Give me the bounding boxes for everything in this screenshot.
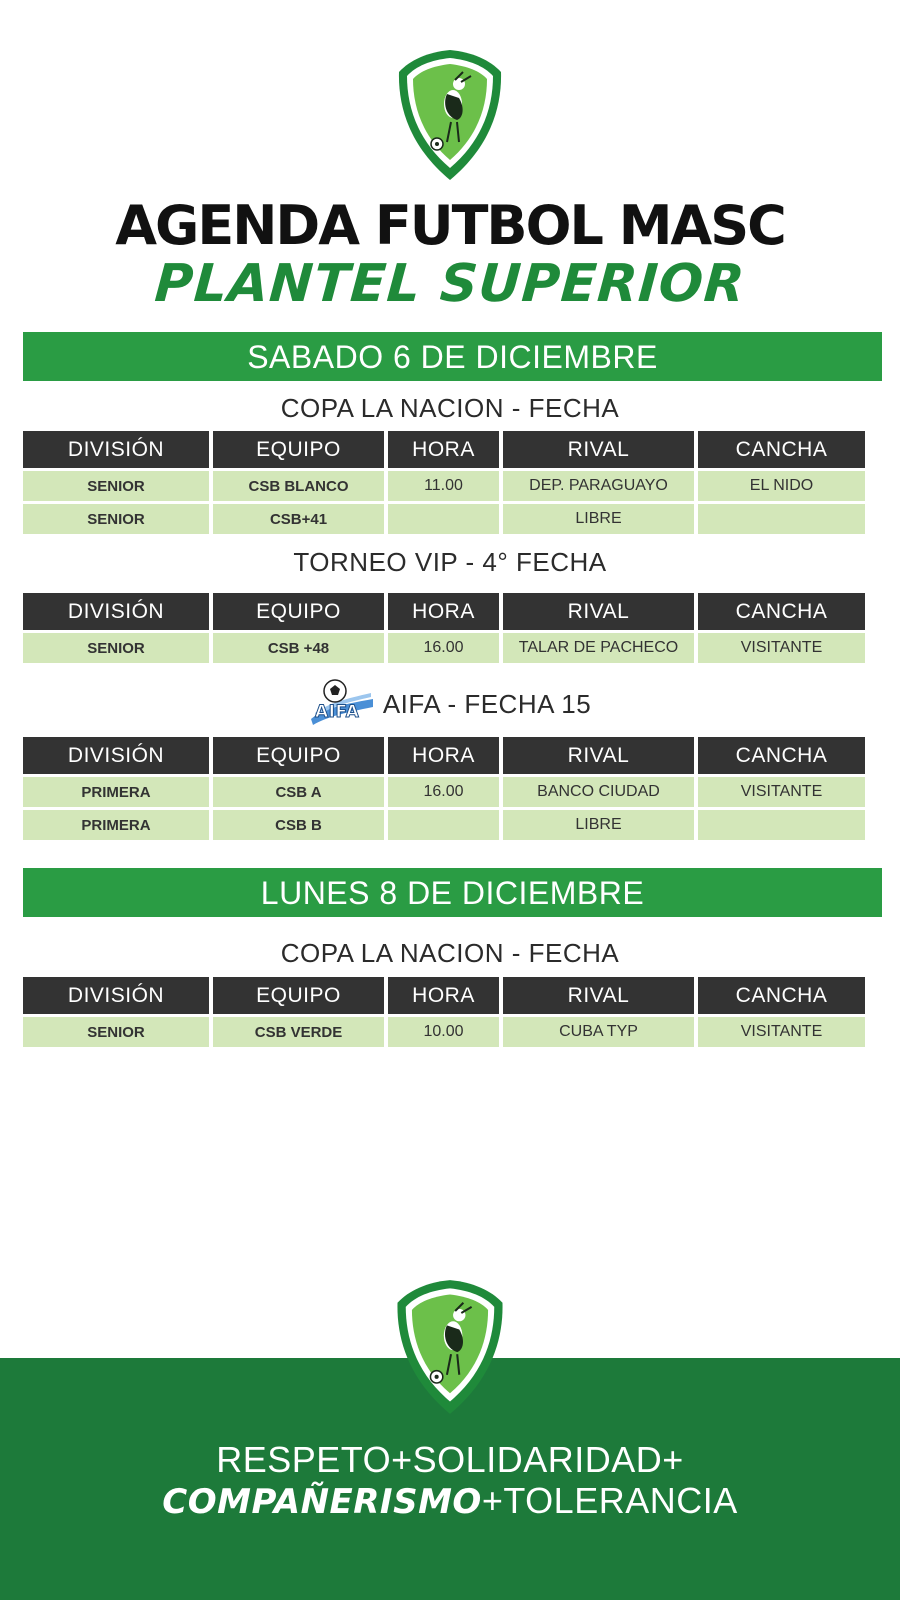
table-row <box>23 777 883 807</box>
cell-cancha: VISITANTE <box>698 777 865 807</box>
table-row <box>23 471 883 501</box>
cell-division: PRIMERA <box>23 777 209 807</box>
club-crest-icon <box>390 1276 510 1418</box>
cell-division: SENIOR <box>23 633 209 663</box>
page-subtitle: PLANTEL SUPERIOR <box>152 254 748 314</box>
cell-cancha <box>698 504 865 534</box>
cell-cancha: VISITANTE <box>698 1017 865 1047</box>
table-row <box>23 810 883 840</box>
club-crest-icon <box>393 46 507 184</box>
aifa-logo-text: AIFA <box>314 702 360 722</box>
competition-title: AIFA - FECHA 15 <box>382 688 592 719</box>
col-cancha: CANCHA <box>698 977 865 1014</box>
col-cancha: CANCHA <box>698 431 865 468</box>
cell-equipo: CSB+41 <box>213 504 384 534</box>
cell-rival: LIBRE <box>503 504 694 534</box>
competition-title: TORNEO VIP - 4° FECHA <box>293 547 607 577</box>
cell-division: PRIMERA <box>23 810 209 840</box>
competition-title-row <box>0 683 900 729</box>
cell-rival: BANCO CIUDAD <box>503 777 694 807</box>
competition-title: COPA LA NACION - FECHA <box>280 393 620 423</box>
col-division: DIVISIÓN <box>23 737 209 774</box>
motto-rest: +TOLERANCIA <box>481 1480 738 1521</box>
col-hora: HORA <box>388 977 499 1014</box>
table-header <box>23 977 883 1014</box>
col-cancha: CANCHA <box>698 593 865 630</box>
col-division: DIVISIÓN <box>23 977 209 1014</box>
col-division: DIVISIÓN <box>23 593 209 630</box>
cell-division: SENIOR <box>23 1017 209 1047</box>
page-title: AGENDA FUTBOL MASC <box>115 194 785 257</box>
table-header <box>23 737 883 774</box>
fixture-table <box>23 593 883 666</box>
cell-hora: 16.00 <box>388 633 499 663</box>
fixture-table <box>23 737 883 843</box>
col-hora: HORA <box>388 737 499 774</box>
col-equipo: EQUIPO <box>213 737 384 774</box>
cell-equipo: CSB +48 <box>213 633 384 663</box>
col-division: DIVISIÓN <box>23 431 209 468</box>
cell-cancha <box>698 810 865 840</box>
col-rival: RIVAL <box>503 737 694 774</box>
cell-cancha: EL NIDO <box>698 471 865 501</box>
col-cancha: CANCHA <box>698 737 865 774</box>
cell-equipo: CSB BLANCO <box>213 471 384 501</box>
col-rival: RIVAL <box>503 977 694 1014</box>
col-hora: HORA <box>388 431 499 468</box>
cell-hora: 10.00 <box>388 1017 499 1047</box>
col-rival: RIVAL <box>503 431 694 468</box>
motto-line-2 <box>0 1480 900 1523</box>
table-header <box>23 593 883 630</box>
col-rival: RIVAL <box>503 593 694 630</box>
col-equipo: EQUIPO <box>213 431 384 468</box>
cell-equipo: CSB VERDE <box>213 1017 384 1047</box>
day-banner: LUNES 8 DE DICIEMBRE <box>23 868 882 917</box>
table-header <box>23 431 883 468</box>
cell-equipo: CSB A <box>213 777 384 807</box>
aifa-logo-icon <box>309 679 375 725</box>
cell-hora: 11.00 <box>388 471 499 501</box>
cell-hora: 16.00 <box>388 777 499 807</box>
cell-division: SENIOR <box>23 471 209 501</box>
cell-rival: CUBA TYP <box>503 1017 694 1047</box>
table-row <box>23 633 883 663</box>
cell-hora <box>388 504 499 534</box>
motto-italic-word: COMPAÑERISMO <box>162 1482 482 1522</box>
fixture-table <box>23 977 883 1050</box>
cell-rival: DEP. PARAGUAYO <box>503 471 694 501</box>
col-hora: HORA <box>388 593 499 630</box>
col-equipo: EQUIPO <box>213 977 384 1014</box>
competition-title: COPA LA NACION - FECHA <box>280 938 620 968</box>
day-banner: SABADO 6 DE DICIEMBRE <box>23 332 882 381</box>
fixture-table <box>23 431 883 537</box>
table-row <box>23 504 883 534</box>
col-equipo: EQUIPO <box>213 593 384 630</box>
cell-rival: TALAR DE PACHECO <box>503 633 694 663</box>
table-row <box>23 1017 883 1047</box>
cell-hora <box>388 810 499 840</box>
motto-line-1: RESPETO+SOLIDARIDAD+ <box>216 1439 684 1480</box>
cell-division: SENIOR <box>23 504 209 534</box>
cell-rival: LIBRE <box>503 810 694 840</box>
cell-equipo: CSB B <box>213 810 384 840</box>
cell-cancha: VISITANTE <box>698 633 865 663</box>
